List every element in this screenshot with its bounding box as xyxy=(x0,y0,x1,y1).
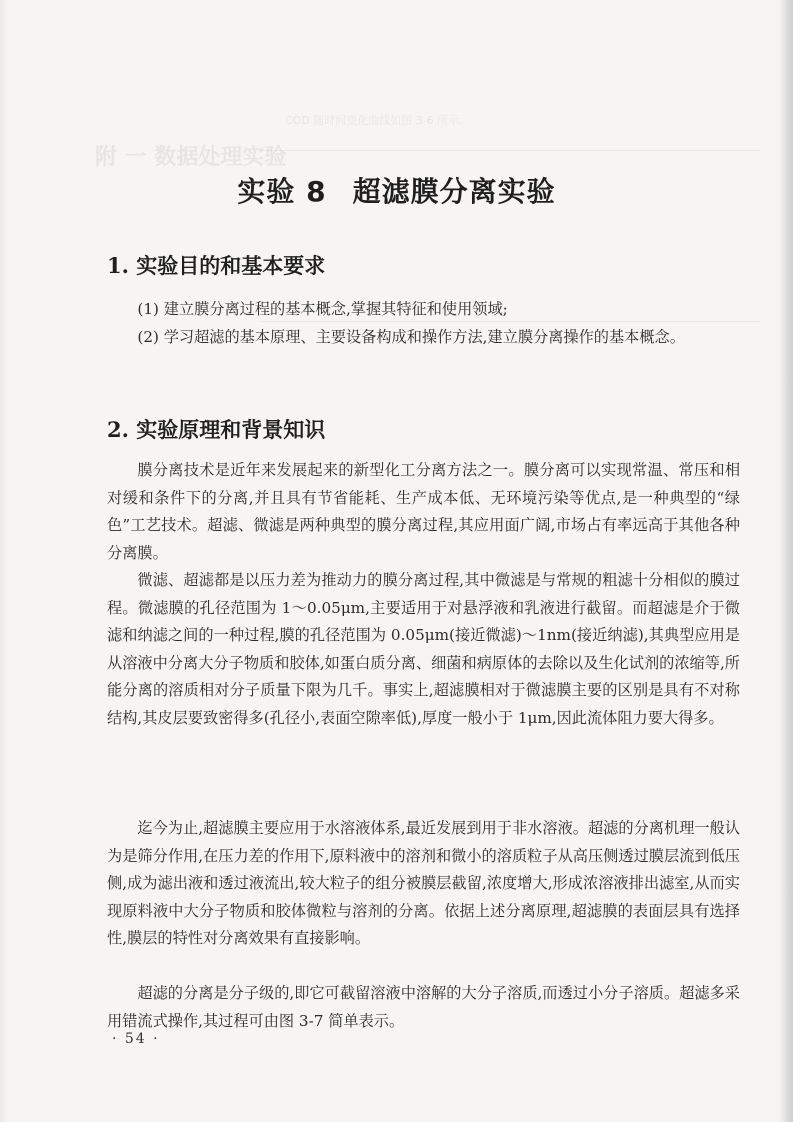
chapter-name: 超滤膜分离实验 xyxy=(352,175,556,208)
section-heading-objectives: 1. 实验目的和基本要求 xyxy=(107,253,326,278)
chapter-number: 实验 8 xyxy=(237,175,327,208)
principles-paragraph-3: 迄今为止,超滤膜主要应用于水溶液体系,最近发展到用于非水溶液。超滤的分离机理一般认为是筛分作用,在压力差的作用下,原料液中的溶剂和微小的溶质粒子从高压侧透过膜层流到低压侧,成为滤出液和透过液流出,较大粒子的组分被膜层截留,浓度增大,形成浓溶液排出滤室,从而实现原料液中大分子物质和胶体微粒与溶剂的分离。依据上述分离原理,超滤膜的表面层具有选择性,膜层的特性对分离效果有直接影响。 xyxy=(107,819,740,947)
objective-item-1: (1) 建立膜分离过程的基本概念,掌握其特征和使用领域; xyxy=(137,300,508,318)
principles-paragraph-2: 微滤、超滤都是以压力差为推动力的膜分离过程,其中微滤是与常规的粗滤十分相似的膜过程。微滤膜的孔径范围为 1～0.05μm,主要适用于对悬浮液和乳液进行截留。而超滤是介于微滤和纳滤之间的一种过程,膜的孔径范围为 0.05μm(接近微滤)～1nm(接近纳滤),其典型应用是从溶液中分离大分子物质和胶体,如蛋白质分离、细菌和病原体的去除以及生化试剂的浓缩等,所能分离的溶质相对分子质量下限为几千。事实上,超滤膜相对于微滤膜主要的区别是具有不对称结构,其皮层要致密得多(孔径小,表面空隙率低),厚度一般小于 1μm,因此流体阻力要大得多。 xyxy=(107,571,740,727)
chapter-title xyxy=(0,170,793,210)
page-gutter-shadow xyxy=(0,0,8,1122)
bleed-through-caption: COD 随时间变化曲线如图 3-6 所示。 xyxy=(285,114,471,127)
page-edge-shadow xyxy=(779,0,793,1122)
objective-item-2: (2) 学习超滤的基本原理、主要设备构成和操作方法,建立膜分离操作的基本概念。 xyxy=(137,328,685,346)
principles-paragraph-1: 膜分离技术是近年来发展起来的新型化工分离方法之一。膜分离可以实现常温、常压和相对缓和条件下的分离,并且具有节省能耗、生产成本低、无环境污染等优点,是一种典型的“绿色”工艺技术。超滤、微滤是两种典型的膜分离过程,其应用面广阔,市场占有率远高于其他各种分离膜。 xyxy=(107,461,740,562)
section-heading-principles: 2. 实验原理和背景知识 xyxy=(107,417,326,442)
page-number: · 54 · xyxy=(112,1031,160,1047)
principles-paragraph-4: 超滤的分离是分子级的,即它可截留溶液中溶解的大分子溶质,而透过小分子溶质。超滤多采用错流式操作,其过程可由图 3-7 简单表示。 xyxy=(107,984,740,1030)
bleed-through-heading: 附 一 数据处理实验 xyxy=(95,145,287,170)
